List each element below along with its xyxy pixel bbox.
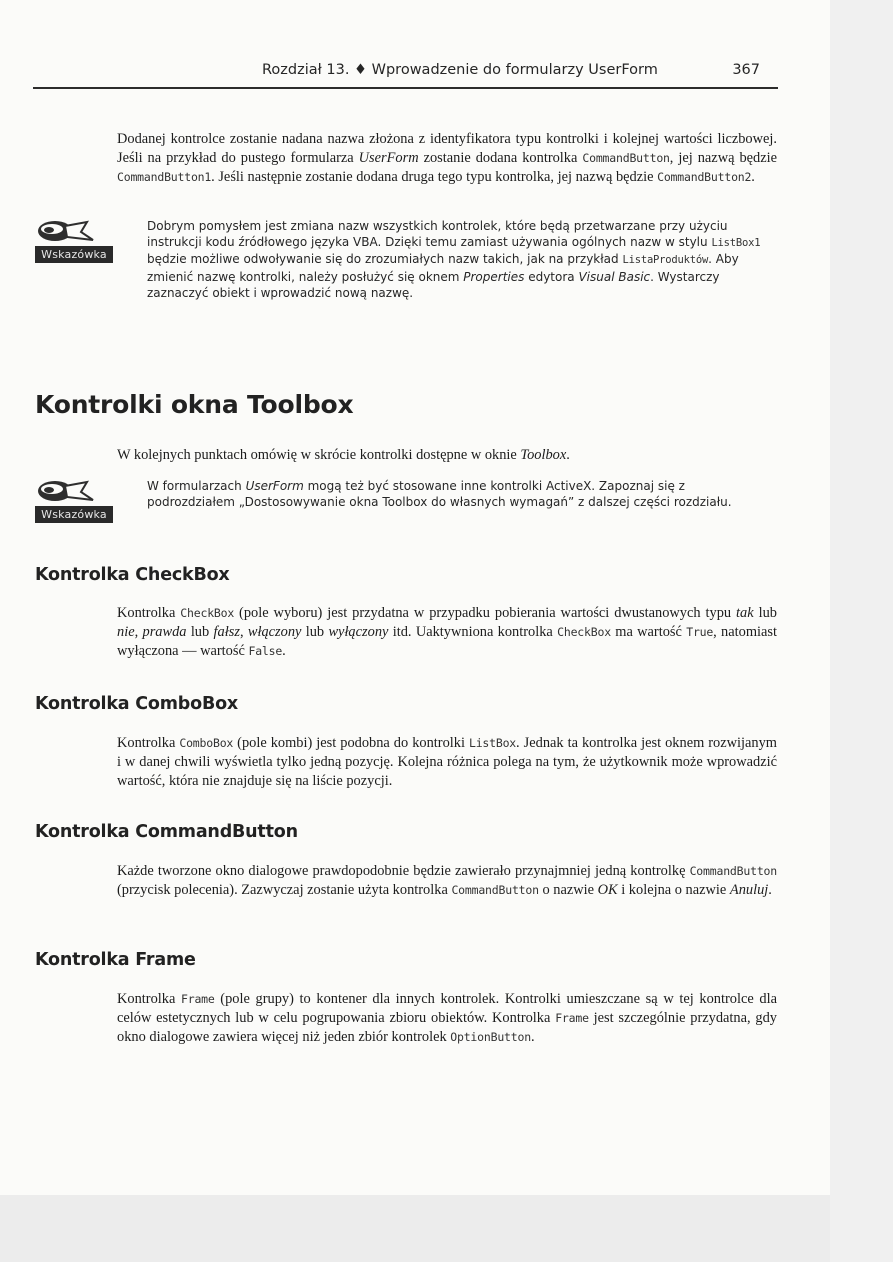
hand-pointer-icon (35, 478, 115, 508)
tip-text: W formularzach UserForm mogą też być stosowane inne kontrolki ActiveX. Zapoznaj się z podrozdziałem „Dostosowywanie okna Toolbox do własnych wymagań” z dalszej części rozdziału. (147, 479, 732, 510)
tip-label: Wskazówka (35, 506, 113, 523)
tip-icon (35, 218, 115, 272)
chapter-title: Rozdział 13. ♦ Wprowadzenie do formularzy UserForm (262, 62, 658, 78)
tip-icon (35, 478, 115, 532)
commandbutton-paragraph: Każde tworzone okno dialogowe prawdopodobnie będzie zawierało przynajmniej jedną kontrolkę CommandButton (przycisk polecenia). Zazwyczaj zostanie użyta kontrolka CommandButton o nazwie OK i kolejna o nazwie Anuluj. (117, 863, 777, 898)
checkbox-paragraph: Kontrolka CheckBox (pole wyboru) jest przydatna w przypadku pobierania wartości dwustanowych typu tak lub nie, prawda lub fałsz, włączony lub wyłączony itd. Uaktywniona kontrolka CheckBox ma wartość True, natomiast wyłączona — wartość False. (117, 605, 777, 659)
tip-text: Dobrym pomysłem jest zmiana nazw wszystkich kontrolek, które będą przetwarzane przy użyciu instrukcji kodu źródłowego języka VBA. Dzięki temu zamiast używania ogólnych nazw w stylu ListBox1 będzie możliwe odwoływanie się do zrozumiałych nazw takich, jak na przykład ListaProduktów. Aby zmienić nazwę kontrolki, należy posłużyć się oknem Properties edytora Visual Basic. Wystarczy zaznaczyć obiekt i wprowadzić nową nazwę. (147, 219, 761, 300)
subsection-heading-commandbutton: Kontrolka CommandButton (35, 822, 298, 842)
subsection-heading-checkbox: Kontrolka CheckBox (35, 565, 230, 585)
section-intro: W kolejnych punktach omówię w skrócie kontrolki dostępne w oknie Toolbox. (117, 447, 570, 463)
combobox-paragraph: Kontrolka ComboBox (pole kombi) jest podobna do kontrolki ListBox. Jednak ta kontrolka jest oknem rozwijanym i w danej chwili wyświetla tylko jedną pozycję. Kolejna różnica polega na tym, że użytkownik może wprowadzić wartość, która nie znajduje się na liście pozycji. (117, 735, 777, 789)
intro-paragraph: Dodanej kontrolce zostanie nadana nazwa złożona z identyfikatora typu kontrolki i kolejnej wartości liczbowej. Jeśli na przykład do pustego formularza UserForm zostanie dodana kontrolka CommandButton, jej nazwą będzie CommandButton1. Jeśli następnie zostanie dodana druga tego typu kontrolka, jej nazwą będzie CommandButton2. (117, 131, 777, 185)
header-rule (33, 87, 778, 89)
hand-pointer-icon (35, 218, 115, 248)
subsection-heading-combobox: Kontrolka ComboBox (35, 694, 238, 714)
section-title: Kontrolki okna Toolbox (35, 390, 354, 419)
frame-paragraph: Kontrolka Frame (pole grupy) to kontener dla innych kontrolek. Kontrolki umieszczane są w tej kontrolce dla celów estetycznych lub w celu pogrupowania zbioru obiektów. Kontrolka Frame jest szczególnie przydatna, gdy okno dialogowe zawiera więcej niż jeden zbiór kontrolek OptionButton. (117, 991, 777, 1045)
tip-label: Wskazówka (35, 246, 113, 263)
subsection-heading-frame: Kontrolka Frame (35, 950, 196, 970)
page-edge (830, 0, 893, 1262)
page-number: 367 (732, 62, 760, 78)
